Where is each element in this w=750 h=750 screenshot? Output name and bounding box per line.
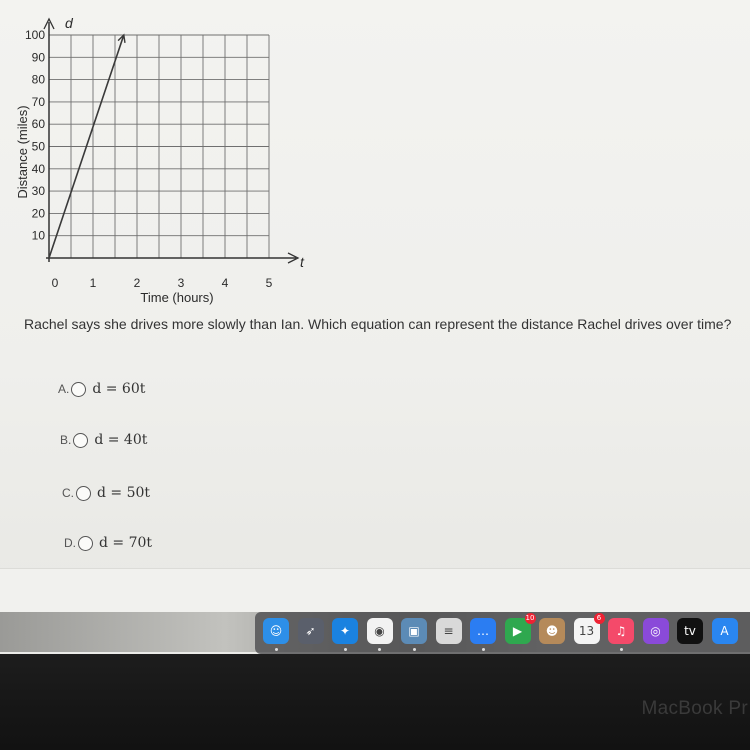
safari-icon[interactable]: ✦ [332, 618, 358, 644]
choice-a[interactable] [58, 381, 145, 397]
running-indicator [344, 648, 347, 651]
y-axis-label: Distance (miles) [15, 105, 30, 199]
preview-icon[interactable]: ▣ [401, 618, 427, 644]
choice-d[interactable] [64, 535, 152, 551]
bezel-label: MacBook Pr [641, 698, 748, 719]
x-tick-label: 1 [89, 276, 97, 290]
running-indicator [482, 648, 485, 651]
x-tick-label: 4 [221, 276, 229, 290]
choice-b-radio[interactable] [73, 433, 88, 448]
calendar-icon[interactable]: 13 6 [574, 618, 600, 644]
choice-d-radio[interactable] [78, 536, 93, 551]
x-axis-letter: t [300, 254, 304, 270]
notes-icon[interactable]: ≡ [436, 618, 462, 644]
app-store-icon[interactable]: A [712, 618, 738, 644]
notification-badge: 10 [525, 614, 535, 622]
choice-b-equation: d = 40t [94, 432, 148, 448]
choice-a-equation: d = 60t [92, 381, 146, 397]
x-tick-label: 3 [177, 276, 185, 290]
messages-icon[interactable]: … [470, 618, 496, 644]
x-tick-label: 2 [133, 276, 141, 290]
tv-icon[interactable]: tv [677, 618, 703, 644]
x-axis-label: Time (hours) [140, 290, 214, 305]
running-indicator [413, 648, 416, 651]
running-indicator [275, 648, 278, 651]
x-tick-label: 5 [265, 276, 273, 290]
dock [255, 612, 750, 654]
choice-c-letter: C. [62, 486, 74, 500]
y-tick-label: 100 [24, 28, 45, 42]
choice-c[interactable] [62, 485, 150, 501]
choice-c-equation: d = 50t [97, 485, 151, 501]
running-indicator [378, 648, 381, 651]
y-tick-label: 70 [31, 94, 45, 109]
laptop-bezel [0, 654, 750, 750]
choice-b[interactable] [60, 432, 147, 448]
question-text: Rachel says she drives more slowly than Ian. Which equation can represent the distance Rachel drives over time? [24, 316, 732, 332]
music-icon[interactable]: ♫ [608, 618, 634, 644]
finder-icon[interactable]: ☺ [263, 618, 289, 644]
choice-b-letter: B. [60, 433, 72, 447]
y-tick-label: 40 [31, 161, 45, 176]
x-tick-label: 0 [51, 276, 59, 290]
y-tick-label: 80 [31, 72, 45, 87]
choice-a-radio[interactable] [71, 382, 86, 397]
choice-c-radio[interactable] [76, 486, 91, 501]
page-footer-strip [0, 568, 750, 613]
choice-d-letter: D. [64, 536, 76, 550]
y-tick-label: 10 [31, 228, 45, 243]
distance-time-chart [0, 0, 320, 310]
contacts-icon[interactable]: ☻ [539, 618, 565, 644]
y-tick-label: 20 [31, 206, 45, 221]
podcasts-icon[interactable]: ◎ [643, 618, 669, 644]
y-tick-label: 60 [31, 117, 45, 132]
y-tick-label: 90 [31, 50, 45, 65]
chrome-icon[interactable]: ◉ [367, 618, 393, 644]
running-indicator [620, 648, 623, 651]
notification-badge: 6 [594, 613, 605, 624]
facetime-icon[interactable]: ▶ 10 [505, 618, 531, 644]
choice-d-equation: d = 70t [99, 535, 153, 551]
choice-a-letter: A. [58, 382, 70, 396]
y-tick-label: 50 [31, 139, 45, 154]
y-axis-letter: d [65, 15, 73, 31]
y-tick-label: 30 [31, 184, 45, 199]
launchpad-icon[interactable]: ➶ [298, 618, 324, 644]
